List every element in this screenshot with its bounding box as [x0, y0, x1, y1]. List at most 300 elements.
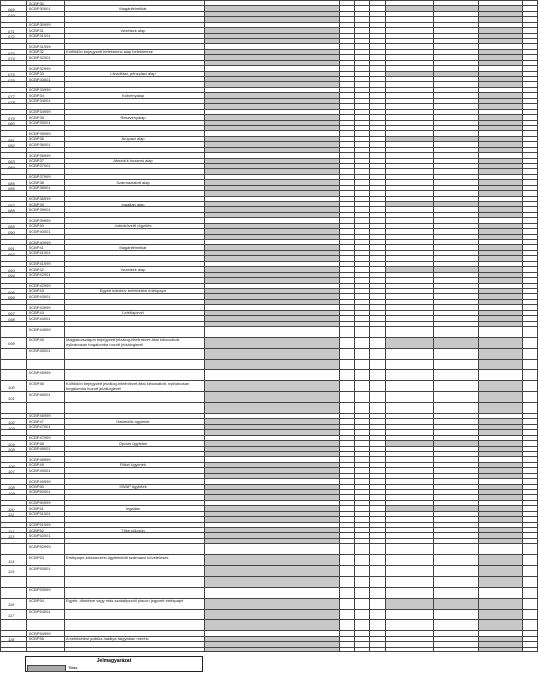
- row-code: 0CBP39001: [29, 206, 51, 212]
- table-cell: [204, 370, 339, 380]
- row-number: 093: [8, 267, 15, 273]
- row-number: 111: [8, 512, 15, 518]
- table-cell: [478, 599, 522, 609]
- table-cell: [204, 648, 339, 652]
- row-code: 0CBP47001: [29, 424, 51, 430]
- table-group: [0, 435, 538, 457]
- table-group: [0, 587, 538, 630]
- row-description: Részvényalap: [120, 114, 146, 120]
- row-number: 097: [8, 311, 15, 317]
- table-cell: [522, 403, 538, 413]
- table-cell: [433, 338, 478, 348]
- row-number: 089: [8, 224, 15, 230]
- table-cell: [385, 370, 433, 380]
- row-code: 0CBP54999: [29, 630, 51, 636]
- table-cell: [354, 599, 369, 609]
- row-code: 0CBP48001: [29, 446, 51, 452]
- table-cell: [0, 349, 26, 359]
- table-cell: [369, 392, 385, 402]
- row-code: 0CBP53999: [29, 587, 51, 593]
- table-cell: [478, 648, 522, 652]
- row-code: 0CBP52: [29, 527, 44, 533]
- table-cell: [369, 648, 385, 652]
- row-number: 069: [8, 7, 15, 13]
- table-cell: [478, 610, 522, 620]
- table-row: [0, 565, 538, 576]
- row-code: 0CBP39999: [29, 217, 51, 223]
- table-cell: [433, 566, 478, 576]
- row-number: 116: [8, 602, 15, 608]
- row-code: 0CBP47999: [29, 435, 51, 441]
- table-cell: [204, 349, 339, 359]
- table-cell: [433, 360, 478, 370]
- row-code: 0CBP48999: [29, 456, 51, 462]
- row-number: 077: [8, 94, 15, 100]
- row-code: 0CBP40999: [29, 239, 51, 245]
- table-cell: [339, 403, 354, 413]
- table-cell: [64, 360, 204, 370]
- table-cell: [478, 620, 522, 630]
- row-number: 101: [8, 395, 15, 401]
- table-cell: [369, 610, 385, 620]
- table-cell: [369, 620, 385, 630]
- table-cell: [354, 370, 369, 380]
- table-cell: [204, 577, 339, 587]
- table-group: [0, 413, 538, 435]
- row-number: 094: [8, 273, 15, 279]
- table-group: [0, 326, 538, 369]
- table-cell: [339, 648, 354, 652]
- table-cell: [522, 544, 538, 554]
- row-description: Vezetsek alap: [120, 27, 146, 33]
- table-cell: [0, 620, 26, 630]
- table-cell: [204, 392, 339, 402]
- table-cell: [64, 392, 204, 402]
- table-cell: [354, 381, 369, 391]
- table-cell: [64, 349, 204, 359]
- table-cell: [385, 610, 433, 620]
- row-number: 070: [8, 12, 15, 18]
- table-group: [0, 217, 538, 239]
- row-code: 0CBP44001: [29, 315, 51, 321]
- row-code: 0CBP49001: [29, 467, 51, 473]
- row-code: 0CBP55: [29, 636, 44, 642]
- row-code: 0CBP42999: [29, 283, 51, 289]
- row-code: 0CBP50001: [29, 489, 51, 495]
- row-number: 095: [8, 289, 15, 295]
- row-code: 0CBP34001: [29, 98, 51, 104]
- row-description: Külföldön bejegyzett jelzálog-hitelintézet által kibocsátott, nyilvánosan forgalomba hozott jelzáloglevél: [66, 380, 190, 391]
- row-code: 0CBP54001: [29, 609, 51, 615]
- table-cell: [204, 544, 339, 554]
- table-cell: [369, 381, 385, 391]
- table-cell: [64, 327, 204, 337]
- table-group: [0, 196, 538, 218]
- row-code: 0CBP52001: [29, 532, 51, 538]
- table-cell: [433, 381, 478, 391]
- table-cell: [369, 588, 385, 598]
- table-cell: [354, 620, 369, 630]
- table-cell: [385, 588, 433, 598]
- row-description: A befektetési politika hatálya tárgyában mérési: [66, 636, 149, 642]
- table-group: [0, 152, 538, 174]
- table-row: [0, 543, 538, 554]
- row-description: Kötvényalap: [121, 92, 144, 98]
- row-number: 109: [8, 490, 15, 496]
- table-cell: [64, 403, 204, 413]
- row-code: 0CBP46001: [29, 391, 51, 397]
- row-code: 0CBP50999: [29, 500, 51, 506]
- table-row: [0, 647, 538, 652]
- table-cell: [433, 544, 478, 554]
- row-description: Ingatlan: [125, 505, 141, 511]
- table-cell: [204, 327, 339, 337]
- table-group: [0, 130, 538, 152]
- row-code: 0CBP38: [29, 179, 44, 185]
- table-cell: [64, 577, 204, 587]
- table-cell: [339, 349, 354, 359]
- row-code: 0CBP47: [29, 418, 44, 424]
- table-cell: [354, 349, 369, 359]
- table-group: [0, 543, 538, 586]
- row-number: 092: [8, 251, 15, 257]
- table-cell: [433, 403, 478, 413]
- legend-title: Jelmagyarázat: [96, 658, 132, 664]
- table-row: [0, 359, 538, 370]
- table-cell: [478, 544, 522, 554]
- table-group: [0, 261, 538, 283]
- row-number: 099: [8, 341, 15, 347]
- table-cell: [385, 599, 433, 609]
- table-cell: [522, 648, 538, 652]
- table-cell: [385, 403, 433, 413]
- table-cell: [478, 349, 522, 359]
- row-code: 0CBP31: [29, 27, 44, 33]
- row-description: Abszolút hozamú alap: [113, 158, 153, 164]
- table-cell: [64, 588, 204, 598]
- row-code: 0CBP43999: [29, 304, 51, 310]
- row-code: 0CBP34999: [29, 109, 51, 115]
- row-number: 086: [8, 186, 15, 192]
- table-cell: [522, 620, 538, 630]
- row-code: 0CBP42001: [29, 272, 51, 278]
- table-group: [0, 22, 538, 44]
- table-cell: [522, 392, 538, 402]
- row-number: 078: [8, 99, 15, 105]
- row-description: Egyéb kollektív befektetési értékpapír: [99, 288, 167, 294]
- table-cell: [385, 577, 433, 587]
- row-number: 074: [8, 56, 15, 62]
- table-group: [0, 43, 538, 65]
- row-code: 0CBP40001: [29, 228, 51, 234]
- table-cell: [385, 648, 433, 652]
- row-code: 0CBP35: [29, 114, 44, 120]
- row-code: 0CBP42: [29, 266, 44, 272]
- row-code: 0CBP32001: [29, 54, 51, 60]
- table-cell: [522, 588, 538, 598]
- row-number: 113: [8, 534, 15, 540]
- row-number: 106: [8, 463, 15, 469]
- table-cell: [385, 349, 433, 359]
- table-cell: [354, 610, 369, 620]
- row-number: 114: [8, 558, 15, 564]
- row-code: 0CBP45: [29, 337, 44, 343]
- table-cell: [26, 577, 64, 587]
- table-group: [0, 630, 538, 652]
- table-cell: [339, 338, 354, 348]
- table-cell: [64, 370, 204, 380]
- row-code: 0CBP50: [29, 484, 44, 490]
- table-cell: [354, 327, 369, 337]
- row-code: 0CBP37: [29, 158, 44, 164]
- row-number: 075: [8, 72, 15, 78]
- row-number: 110: [8, 507, 15, 512]
- table-cell: [204, 403, 339, 413]
- row-code: 0CBP43: [29, 288, 44, 294]
- table-cell: [433, 349, 478, 359]
- table-cell: [204, 620, 339, 630]
- table-cell: [369, 577, 385, 587]
- row-number: 112: [8, 528, 15, 534]
- row-number: 076: [8, 77, 15, 83]
- row-number: 071: [8, 28, 15, 34]
- row-description: SWAP ügyletek: [119, 484, 147, 490]
- table-cell: [522, 381, 538, 391]
- table-cell: [433, 392, 478, 402]
- table-group: [0, 65, 538, 87]
- row-number: 115: [8, 569, 15, 575]
- table-cell: [433, 620, 478, 630]
- table-cell: [369, 599, 385, 609]
- table-cell: [339, 566, 354, 576]
- row-code: 0CBP36: [29, 136, 44, 142]
- table-row: [0, 348, 538, 359]
- table-cell: [204, 599, 339, 609]
- row-number: 098: [8, 316, 15, 322]
- row-description: Határidős ügyletek: [116, 418, 150, 424]
- table-cell: [64, 620, 204, 630]
- row-code: 0CBP30: [29, 0, 44, 6]
- table-cell: [339, 555, 354, 565]
- row-description: Indexkövető rögzítés: [114, 223, 152, 229]
- table-cell: [354, 648, 369, 652]
- table-cell: [354, 403, 369, 413]
- table-cell: [0, 577, 26, 587]
- row-code: 0CBP37001: [29, 163, 51, 169]
- row-code: 0CBP43001: [29, 293, 51, 299]
- table-cell: [385, 338, 433, 348]
- table-row: [0, 402, 538, 413]
- table-cell: [385, 555, 433, 565]
- row-number: 100: [8, 384, 15, 390]
- row-description: Letétlapevél: [122, 310, 144, 316]
- row-number: 079: [8, 115, 15, 121]
- row-code: 0CBP32999: [29, 65, 51, 71]
- table-cell: [433, 648, 478, 652]
- table-cell: [433, 588, 478, 598]
- table-cell: [369, 544, 385, 554]
- table-cell: [354, 360, 369, 370]
- table-cell: [26, 403, 64, 413]
- table-cell: [354, 544, 369, 554]
- table-cell: [354, 566, 369, 576]
- table-cell: [369, 360, 385, 370]
- table-cell: [369, 403, 385, 413]
- table-cell: [339, 620, 354, 630]
- table-cell: [64, 648, 204, 652]
- table-group: [0, 283, 538, 305]
- row-code: 0CBP33001: [29, 76, 51, 82]
- table-cell: [478, 577, 522, 587]
- row-code: 0CBP51001: [29, 511, 51, 517]
- row-code: 0CBP40: [29, 223, 44, 229]
- table-cell: [478, 588, 522, 598]
- table-cell: [354, 392, 369, 402]
- row-number: 088: [8, 208, 15, 214]
- row-code: 0CBP38001: [29, 185, 51, 191]
- table-cell: [522, 566, 538, 576]
- row-number: 072: [8, 34, 15, 40]
- table-row: [0, 576, 538, 587]
- table-cell: [385, 360, 433, 370]
- row-description: Ingatlan alap: [121, 201, 145, 207]
- table-cell: [369, 338, 385, 348]
- table-cell: [385, 381, 433, 391]
- row-number: 104: [8, 441, 15, 447]
- row-code: 0CBP37999: [29, 174, 51, 180]
- row-code: 0CBP33: [29, 71, 44, 77]
- table-cell: [522, 370, 538, 380]
- table-cell: [339, 577, 354, 587]
- row-code: 0CBP44999: [29, 326, 51, 332]
- table-cell: [339, 588, 354, 598]
- table-row: [0, 391, 538, 402]
- row-description: Tőke kölcsön: [121, 527, 145, 533]
- table-cell: [478, 327, 522, 337]
- table-cell: [339, 610, 354, 620]
- table-cell: [433, 599, 478, 609]
- table-row: [0, 619, 538, 630]
- table-cell: [478, 338, 522, 348]
- table-cell: [0, 370, 26, 380]
- row-code: 0CBP33999: [29, 87, 51, 93]
- row-code: 0CBP53: [29, 554, 44, 560]
- row-number: 108: [8, 485, 15, 491]
- row-number: 102: [8, 420, 15, 426]
- table-cell: [522, 577, 538, 587]
- row-code: 0CBP45999: [29, 369, 51, 375]
- row-code: 0CBP35001: [29, 120, 51, 126]
- row-description: Magyarországon bejegyzett jelzálog-hitelintézet által kibocsátott, nyilvánosan forgalomba hozott jelzáloglevél: [66, 337, 181, 348]
- row-number: 080: [8, 121, 15, 127]
- legend-label: Tiltás: [68, 665, 78, 670]
- table-cell: [204, 555, 339, 565]
- table-cell: [478, 392, 522, 402]
- row-code: 0CBP51: [29, 505, 44, 511]
- row-description: Vezetsek alap: [120, 266, 146, 272]
- row-code: 0CBP46999: [29, 413, 51, 419]
- table-group: [0, 522, 538, 544]
- row-number: 087: [8, 202, 15, 208]
- row-number: 083: [8, 159, 15, 165]
- table-cell: [204, 566, 339, 576]
- row-description: Opciós ügyletek: [118, 440, 148, 446]
- table-cell: [385, 620, 433, 630]
- table-cell: [0, 544, 26, 554]
- table-cell: [478, 370, 522, 380]
- row-number: 090: [8, 229, 15, 235]
- table-cell: [339, 360, 354, 370]
- row-number: 073: [8, 50, 15, 56]
- table-cell: [26, 648, 64, 652]
- table-cell: [369, 349, 385, 359]
- row-number: 081: [8, 137, 15, 143]
- row-description: Likviditási, pénzpiaci alap: [110, 71, 156, 77]
- table-cell: [369, 566, 385, 576]
- row-number: 096: [8, 295, 15, 301]
- table-cell: [339, 392, 354, 402]
- table-cell: [385, 392, 433, 402]
- table-cell: [369, 370, 385, 380]
- table-cell: [0, 403, 26, 413]
- row-code: 0CBP32: [29, 49, 44, 55]
- row-description: Külföldön bejegyzett befektetési alap befektetése: [66, 49, 153, 55]
- table-cell: [385, 566, 433, 576]
- row-code: 0CBP34: [29, 92, 44, 98]
- table-cell: [204, 610, 339, 620]
- row-code: 0CBP31999: [29, 43, 51, 49]
- row-code: 0CBP31001: [29, 33, 51, 39]
- table-group: [0, 369, 538, 412]
- row-description: Magánfélnélkár: [119, 244, 147, 250]
- table-group: [0, 500, 538, 522]
- table-cell: [478, 403, 522, 413]
- row-code: 0CBP44: [29, 310, 44, 316]
- table-cell: [339, 599, 354, 609]
- table-group: [0, 109, 538, 131]
- row-number: 085: [8, 181, 15, 186]
- row-code: 0CBP38999: [29, 196, 51, 202]
- table-group: [0, 0, 538, 22]
- table-cell: [433, 577, 478, 587]
- table-cell: [339, 370, 354, 380]
- table-group: [0, 239, 538, 261]
- table-cell: [369, 555, 385, 565]
- row-description: Egyéb, döntésre vagy más szabályozott piacon jegyzett értékpapír: [66, 598, 184, 604]
- row-code: 0CBP45001: [29, 348, 51, 354]
- table-cell: [339, 381, 354, 391]
- row-code: 0CBP46: [29, 380, 44, 386]
- table-cell: [478, 566, 522, 576]
- row-code: 0CBP49: [29, 462, 44, 468]
- table-row: [0, 326, 538, 337]
- legend-box: [25, 656, 203, 672]
- row-number: 082: [8, 142, 15, 148]
- table-cell: [433, 327, 478, 337]
- table-cell: [522, 610, 538, 620]
- row-code: 0CBP30999: [29, 22, 51, 28]
- table-cell: [204, 338, 339, 348]
- row-code: 0CBP53001: [29, 565, 51, 571]
- row-description: Magánfélnélkár: [119, 5, 147, 11]
- table-cell: [433, 370, 478, 380]
- row-code: 0CBP39: [29, 201, 44, 207]
- row-code: 0CBP36001: [29, 141, 51, 147]
- table-cell: [354, 338, 369, 348]
- table-group: [0, 87, 538, 109]
- table-cell: [0, 648, 26, 652]
- table-cell: [478, 555, 522, 565]
